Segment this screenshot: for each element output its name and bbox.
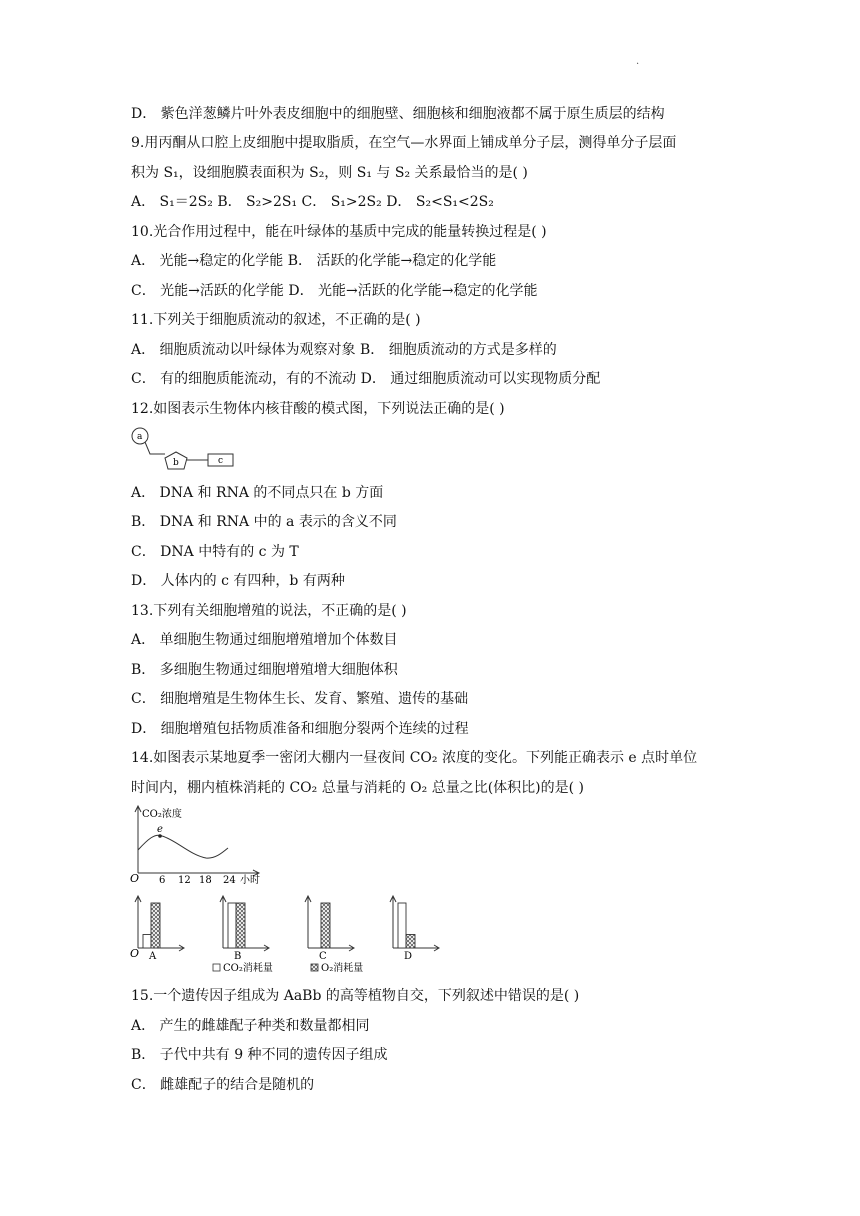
x-unit: 小时 bbox=[240, 875, 260, 886]
panel-b-label: B bbox=[234, 951, 242, 962]
legend-co2-swatch bbox=[213, 964, 220, 971]
panel-a-o2-bar bbox=[151, 903, 160, 948]
tick-24: 24 bbox=[223, 875, 236, 886]
q13-option-d: D． 细胞增殖包括物质准备和细胞分裂两个连续的过程 bbox=[131, 721, 469, 737]
legend-co2-label: CO₂消耗量 bbox=[223, 963, 273, 974]
panel-d-o2-bar bbox=[406, 935, 415, 949]
bars-origin: O bbox=[130, 947, 140, 960]
legend-o2-label: O₂消耗量 bbox=[321, 963, 364, 974]
q12-option-c: C． DNA 中特有的 c 为 T bbox=[131, 544, 299, 560]
q10-options-cd: C． 光能→活跃的化学能 D． 光能→活跃的化学能→稳定的化学能 bbox=[131, 283, 538, 299]
q15-option-b: B． 子代中共有 9 种不同的遗传因子组成 bbox=[131, 1047, 388, 1063]
nucleotide-diagram bbox=[128, 425, 248, 475]
q15-stem: 15.一个遗传因子组成为 AaBb 的高等植物自交，下列叙述中错误的是( ) bbox=[131, 988, 580, 1004]
phosphate-bond bbox=[145, 442, 165, 454]
label-c: c bbox=[218, 456, 224, 466]
panel-c-o2-bar bbox=[321, 903, 330, 948]
tick-12: 12 bbox=[178, 875, 191, 886]
q15-option-a: A． 产生的雌雄配子种类和数量都相同 bbox=[131, 1018, 370, 1034]
bar-options-figure bbox=[128, 893, 458, 978]
q10-options-ab: A． 光能→稳定的化学能 B． 活跃的化学能→稳定的化学能 bbox=[131, 253, 497, 269]
label-a: a bbox=[137, 432, 143, 442]
q13-option-c: C． 细胞增殖是生物体生长、发育、繁殖、遗传的基础 bbox=[131, 691, 469, 707]
q12-option-d: D． 人体内的 c 有四种，b 有两种 bbox=[131, 573, 345, 589]
graph-origin: O bbox=[130, 872, 140, 885]
q9-stem-line1: 9.用丙酮从口腔上皮细胞中提取脂质，在空气—水界面上铺成单分子层，测得单分子层面 bbox=[131, 135, 677, 151]
tick-6: 6 bbox=[159, 875, 166, 886]
tick-18: 18 bbox=[199, 875, 212, 886]
q15-option-c: C． 雌雄配子的结合是随机的 bbox=[131, 1077, 315, 1093]
q8-option-d: D． 紫色洋葱鳞片叶外表皮细胞中的细胞壁、细胞核和细胞液都不属于原生质层的结构 bbox=[131, 106, 665, 122]
q14-stem-line2: 时间内，棚内植株消耗的 CO₂ 总量与消耗的 O₂ 总量之比(体积比)的是( ) bbox=[131, 780, 584, 796]
point-e-label: e bbox=[157, 824, 163, 835]
q11-options-ab: A． 细胞质流动以叶绿体为观察对象 B． 细胞质流动的方式是多样的 bbox=[131, 342, 557, 358]
legend-o2-swatch bbox=[311, 964, 318, 971]
panel-c-label: C bbox=[319, 951, 327, 962]
panel-a-co2-bar bbox=[143, 935, 151, 949]
q13-option-b: B． 多细胞生物通过细胞增殖增大细胞体积 bbox=[131, 662, 398, 678]
co2-curve-graph bbox=[128, 803, 288, 888]
panel-d-label: D bbox=[404, 951, 413, 962]
header-mark: . bbox=[636, 56, 640, 67]
q9-options: A． S₁＝2S₂ B． S₂>2S₁ C． S₁>2S₂ D． S₂<S₁<2S₂ bbox=[131, 194, 494, 210]
panel-d-co2-bar bbox=[398, 903, 406, 948]
co2-curve bbox=[138, 835, 228, 858]
q11-options-cd: C． 有的细胞质能流动，有的不流动 D． 通过细胞质流动可以实现物质分配 bbox=[131, 371, 601, 387]
label-b: b bbox=[173, 458, 179, 468]
q10-stem: 10.光合作用过程中，能在叶绿体的基质中完成的能量转换过程是( ) bbox=[131, 224, 547, 240]
graph-ylabel: CO₂浓度 bbox=[142, 809, 182, 820]
q14-stem-line1: 14.如图表示某地夏季一密闭大棚内一昼夜间 CO₂ 浓度的变化。下列能正确表示 e 点时单位 bbox=[131, 750, 698, 766]
q13-option-a: A． 单细胞生物通过细胞增殖增加个体数目 bbox=[131, 632, 398, 648]
panel-a-label: A bbox=[149, 951, 157, 962]
q12-stem: 12.如图表示生物体内核苷酸的模式图，下列说法正确的是( ) bbox=[131, 401, 505, 417]
q12-option-b: B． DNA 和 RNA 中的 a 表示的含义不同 bbox=[131, 514, 397, 530]
q12-option-a: A． DNA 和 RNA 的不同点只在 b 方面 bbox=[131, 485, 384, 501]
q9-stem-line2: 积为 S₁，设细胞膜表面积为 S₂，则 S₁ 与 S₂ 关系最恰当的是( ) bbox=[131, 165, 528, 181]
q11-stem: 11.下列关于细胞质流动的叙述，不正确的是( ) bbox=[131, 312, 421, 328]
q13-stem: 13.下列有关细胞增殖的说法，不正确的是( ) bbox=[131, 603, 407, 619]
panel-b-co2-bar bbox=[228, 903, 236, 948]
panel-b-o2-bar bbox=[236, 903, 245, 948]
